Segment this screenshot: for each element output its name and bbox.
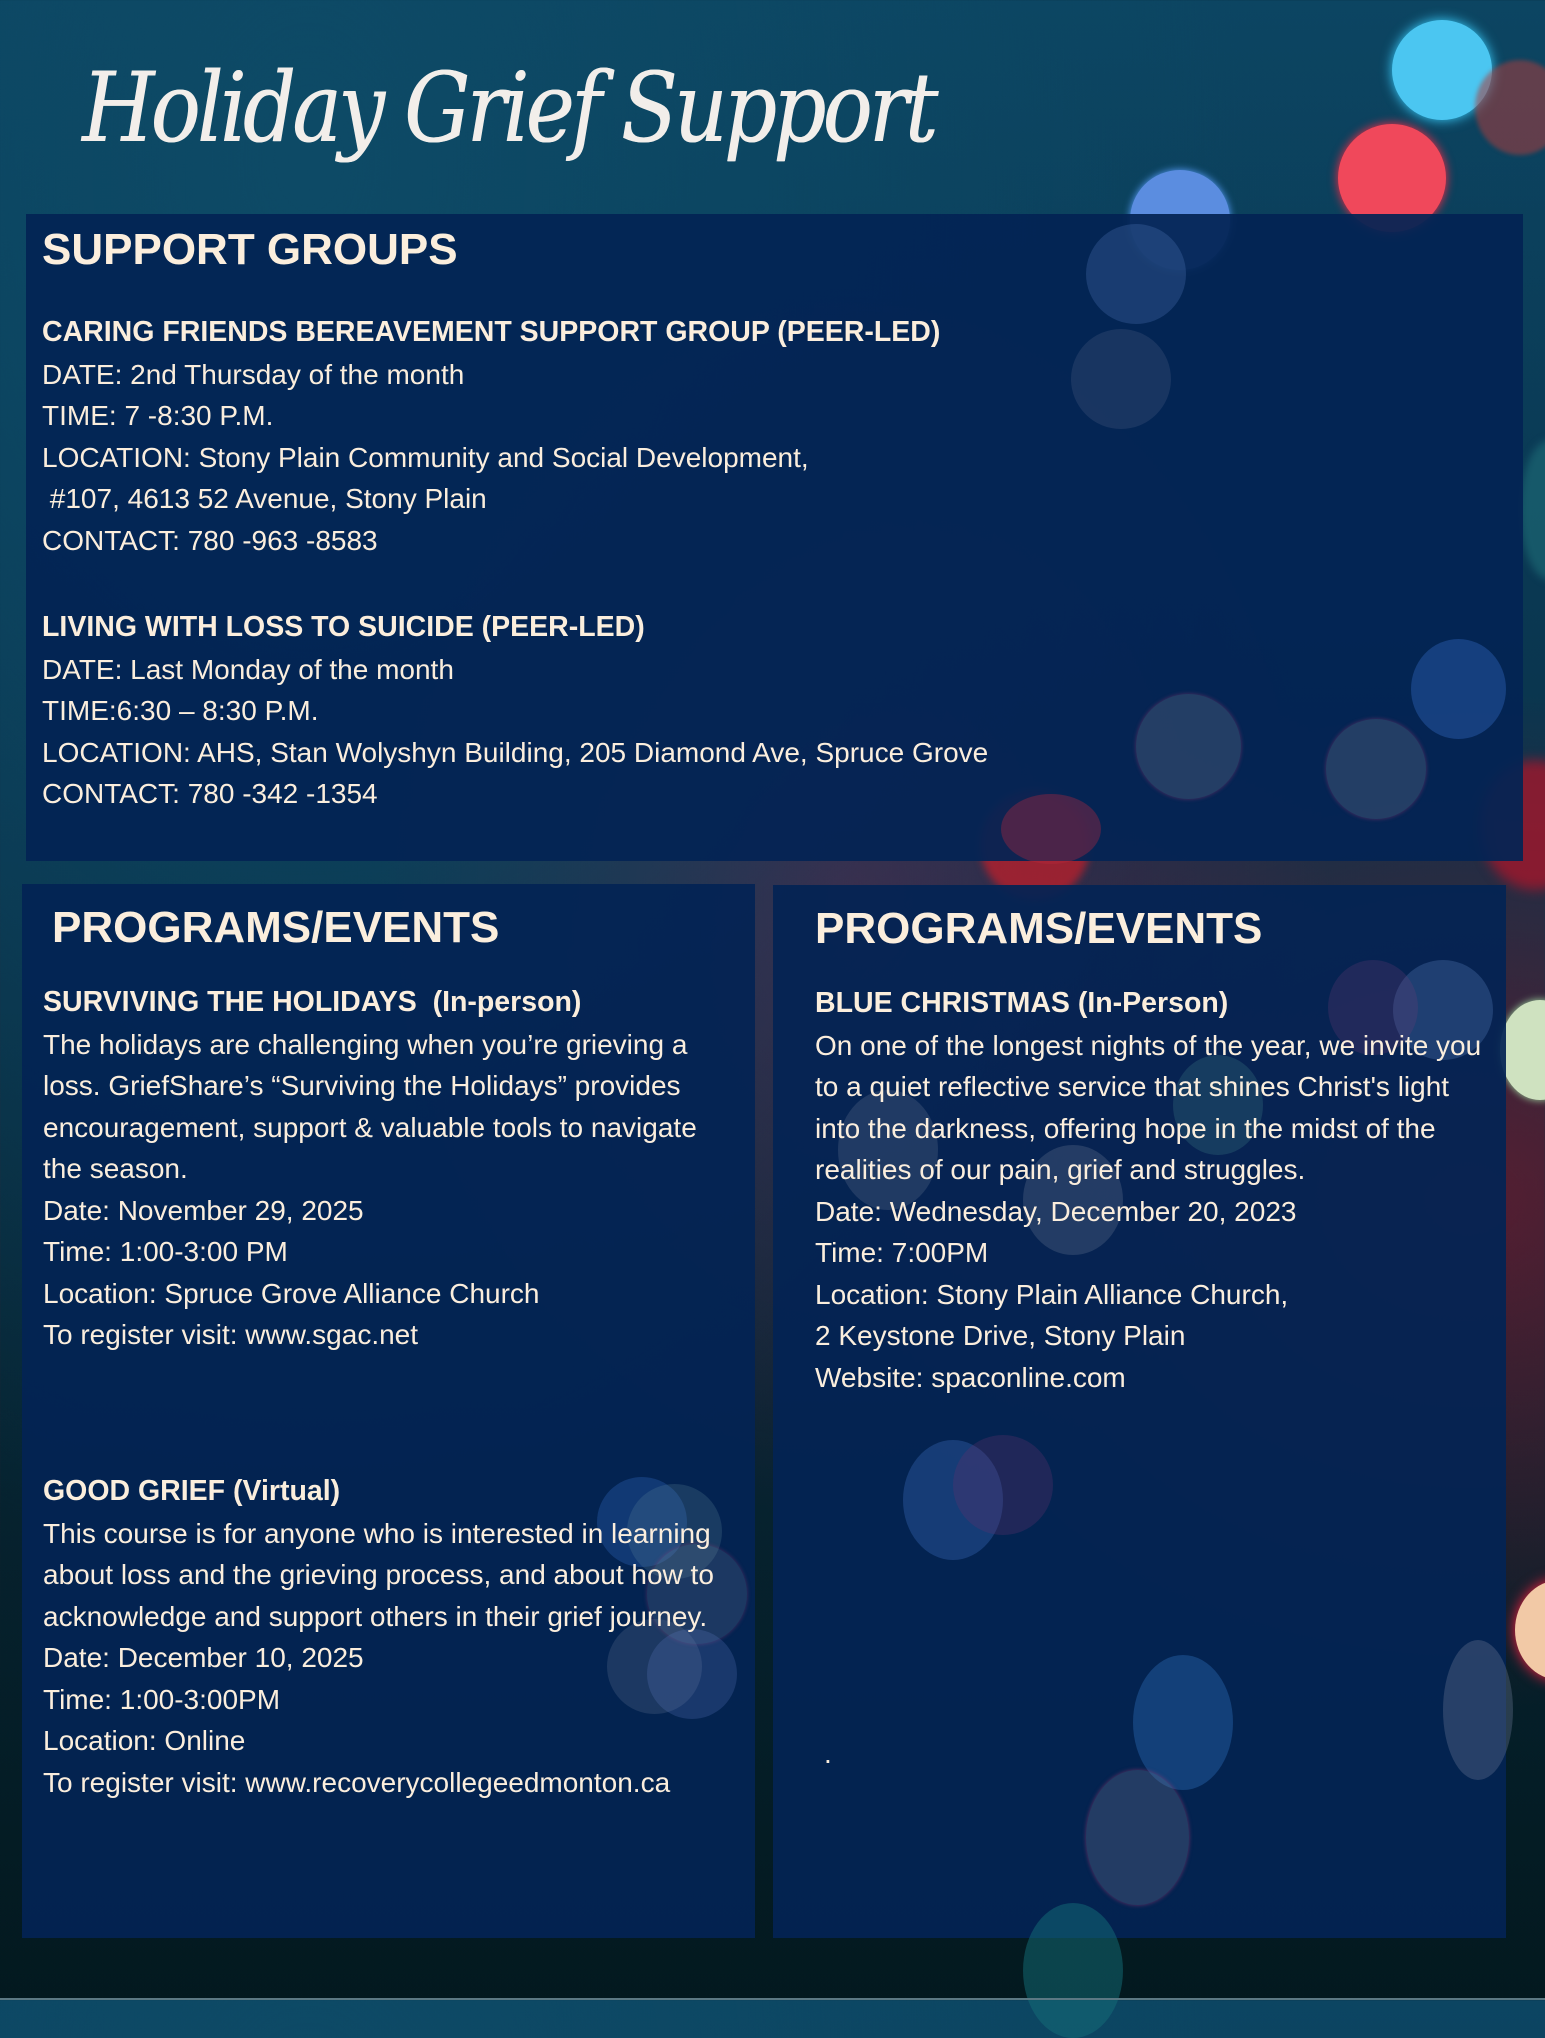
bokeh-light — [953, 1435, 1053, 1535]
section-heading-programs-events: PROGRAMS/EVENTS — [52, 903, 500, 952]
group-contact: CONTACT: 780 -963 -8583 — [42, 524, 378, 556]
bokeh-light — [903, 1440, 1003, 1560]
bokeh-light — [1475, 60, 1545, 155]
event-description: On one of the longest nights of the year, we invite you to a quiet reflective service that shines Christ's light into the darkness, offering hope in the midst of the realities of our pain, grief and struggles. — [815, 1029, 1482, 1185]
event-title: GOOD GRIEF (Virtual) — [43, 1475, 341, 1507]
event-title: SURVIVING THE HOLIDAYS (In-person) — [43, 986, 582, 1018]
section-heading-programs-events: PROGRAMS/EVENTS — [815, 904, 1263, 953]
bokeh-light — [1411, 639, 1506, 739]
event-date: Date: Wednesday, December 20, 2023 — [815, 1195, 1297, 1227]
bokeh-light — [1392, 20, 1492, 120]
bokeh-light — [1071, 329, 1171, 429]
group-date: DATE: 2nd Thursday of the month — [42, 358, 465, 390]
group-title: LIVING WITH LOSS TO SUICIDE (PEER-LED) — [42, 611, 645, 643]
page-title: Holiday Grief Support — [82, 52, 935, 164]
event-location: Location: Spruce Grove Alliance Church — [43, 1277, 540, 1309]
event-description: The holidays are challenging when you’re grieving a loss. GriefShare’s “Surviving the Holidays” provides encouragement, support & valuable tools to navigate the season. — [43, 1028, 697, 1184]
bokeh-light — [1443, 1640, 1513, 1780]
programs-events-panel-right — [773, 885, 1506, 1938]
event-time: Time: 1:00-3:00 PM — [43, 1236, 288, 1267]
group-title: CARING FRIENDS BEREAVEMENT SUPPORT GROUP (PEER-LED) — [42, 316, 941, 348]
bokeh-light — [1133, 1655, 1233, 1790]
event-title: BLUE CHRISTMAS (In-Person) — [815, 987, 1229, 1019]
group-date: DATE: Last Monday of the month — [42, 653, 454, 685]
event-surviving-the-holidays — [43, 982, 743, 1356]
bokeh-light — [1515, 1580, 1545, 1680]
event-date: Date: December 10, 2025 — [43, 1642, 364, 1673]
bokeh-light — [1086, 1770, 1189, 1905]
event-location: Location: Online — [43, 1725, 246, 1756]
group-time: TIME: 7 -8:30 P.M. — [42, 400, 274, 431]
section-heading-support-groups: SUPPORT GROUPS — [42, 225, 458, 274]
bokeh-light — [1086, 224, 1186, 324]
programs-events-panel-left — [22, 884, 755, 1938]
event-blue-christmas — [815, 983, 1495, 1398]
bokeh-light — [1023, 1903, 1123, 2038]
bokeh-light — [1520, 440, 1545, 580]
event-date: Date: November 29, 2025 — [43, 1194, 364, 1226]
event-description: This course is for anyone who is interested in learning about loss and the grieving process, and about how to acknowledge and support others in their grief journey. — [43, 1517, 714, 1632]
group-location: LOCATION: Stony Plain Community and Social Development, — [42, 441, 809, 473]
event-good-grief — [43, 1471, 743, 1803]
support-group-caring-friends — [42, 312, 940, 561]
group-contact: CONTACT: 780 -342 -1354 — [42, 778, 378, 809]
bokeh-light — [1001, 794, 1101, 864]
support-groups-panel — [26, 214, 1523, 861]
group-location: LOCATION: AHS, Stan Wolyshyn Building, 205 Diamond Ave, Spruce Grove — [42, 736, 989, 768]
stray-period: . — [824, 1738, 832, 1769]
event-time: Time: 1:00-3:00PM — [43, 1683, 281, 1715]
event-time: Time: 7:00PM — [815, 1237, 989, 1268]
event-register-link[interactable]: To register visit: www.sgac.net — [43, 1319, 419, 1350]
support-group-living-with-loss — [42, 607, 988, 815]
bokeh-light — [1136, 694, 1241, 799]
group-address: #107, 4613 52 Avenue, Stony Plain — [42, 483, 487, 514]
bokeh-light — [1500, 1000, 1545, 1100]
event-address: 2 Keystone Drive, Stony Plain — [815, 1320, 1186, 1351]
event-website-link[interactable]: Website: spaconline.com — [815, 1361, 1126, 1393]
bokeh-light — [1326, 719, 1426, 819]
group-time: TIME:6:30 – 8:30 P.M. — [42, 695, 319, 726]
event-register-link[interactable]: To register visit: www.recoverycollegeedmonton.ca — [43, 1766, 671, 1798]
event-location: Location: Stony Plain Alliance Church, — [815, 1278, 1289, 1310]
